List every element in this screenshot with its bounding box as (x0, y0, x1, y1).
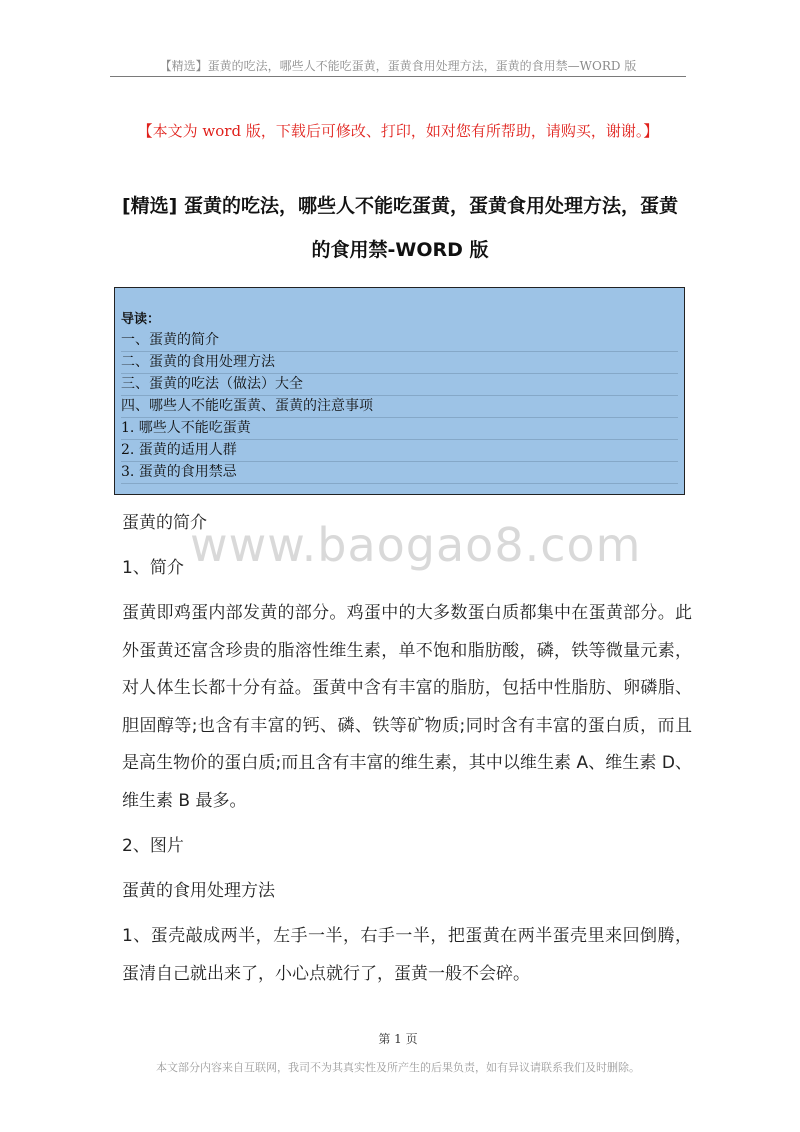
toc-item: 四、哪些人不能吃蛋黄、蛋黄的注意事项 (121, 396, 678, 418)
header-divider (110, 76, 686, 77)
section-heading: 蛋黄的食用处理方法 (122, 881, 275, 901)
notice-banner: 【本文为 word 版，下载后可修改、打印，如对您有所帮助，请购买，谢谢。】 (137, 122, 659, 140)
document-title (108, 184, 692, 272)
toc-item: 1. 哪些人不能吃蛋黄 (121, 418, 678, 440)
toc-item: 三、蛋黄的吃法（做法）大全 (121, 374, 678, 396)
toc-item: 二、蛋黄的食用处理方法 (121, 352, 678, 374)
subsection-heading: 1、简介 (122, 558, 184, 578)
page-number: 第 1 页 (378, 1032, 418, 1046)
title-line-1: [精选] 蛋黄的吃法，哪些人不能吃蛋黄，蛋黄食用处理方法，蛋黄 (122, 195, 678, 217)
table-of-contents (114, 287, 685, 495)
toc-title: 导读： (121, 312, 161, 327)
section-heading: 蛋黄的简介 (122, 513, 207, 533)
toc-item: 3. 蛋黄的食用禁忌 (121, 462, 678, 484)
toc-item: 2. 蛋黄的适用人群 (121, 440, 678, 462)
watermark: www.baogao8.com (190, 518, 642, 572)
document-body (122, 505, 692, 1001)
title-line-2: 的食用禁-WORD 版 (311, 239, 489, 261)
toc-item: 一、蛋黄的简介 (121, 330, 678, 352)
page-footer: 本文部分内容来自互联网，我司不为其真实性及所产生的后果负责，如有异议请联系我们及时删除。 (156, 1061, 640, 1074)
subsection-heading: 2、图片 (122, 836, 184, 856)
paragraph: 蛋黄即鸡蛋内部发黄的部分。鸡蛋中的大多数蛋白质都集中在蛋黄部分。此外蛋黄还富含珍贵的脂溶性维生素，单不饱和脂肪酸，磷，铁等微量元素，对人体生长都十分有益。蛋黄中含有丰富的脂肪，包括中性脂肪、卵磷脂、胆固醇等;也含有丰富的钙、磷、铁等矿物质;同时含有丰富的蛋白质，而且是高生物价的蛋白质;而且含有丰富的维生素，其中以维生素 A、维生素 D、维生素 B 最多。 (122, 603, 692, 811)
paragraph: 1、蛋壳敲成两半，左手一半，右手一半，把蛋黄在两半蛋壳里来回倒腾，蛋清自己就出来了，小心点就行了，蛋黄一般不会碎。 (122, 926, 692, 984)
page-header: 【精选】蛋黄的吃法，哪些人不能吃蛋黄，蛋黄食用处理方法，蛋黄的食用禁—WORD 版 (159, 59, 637, 73)
